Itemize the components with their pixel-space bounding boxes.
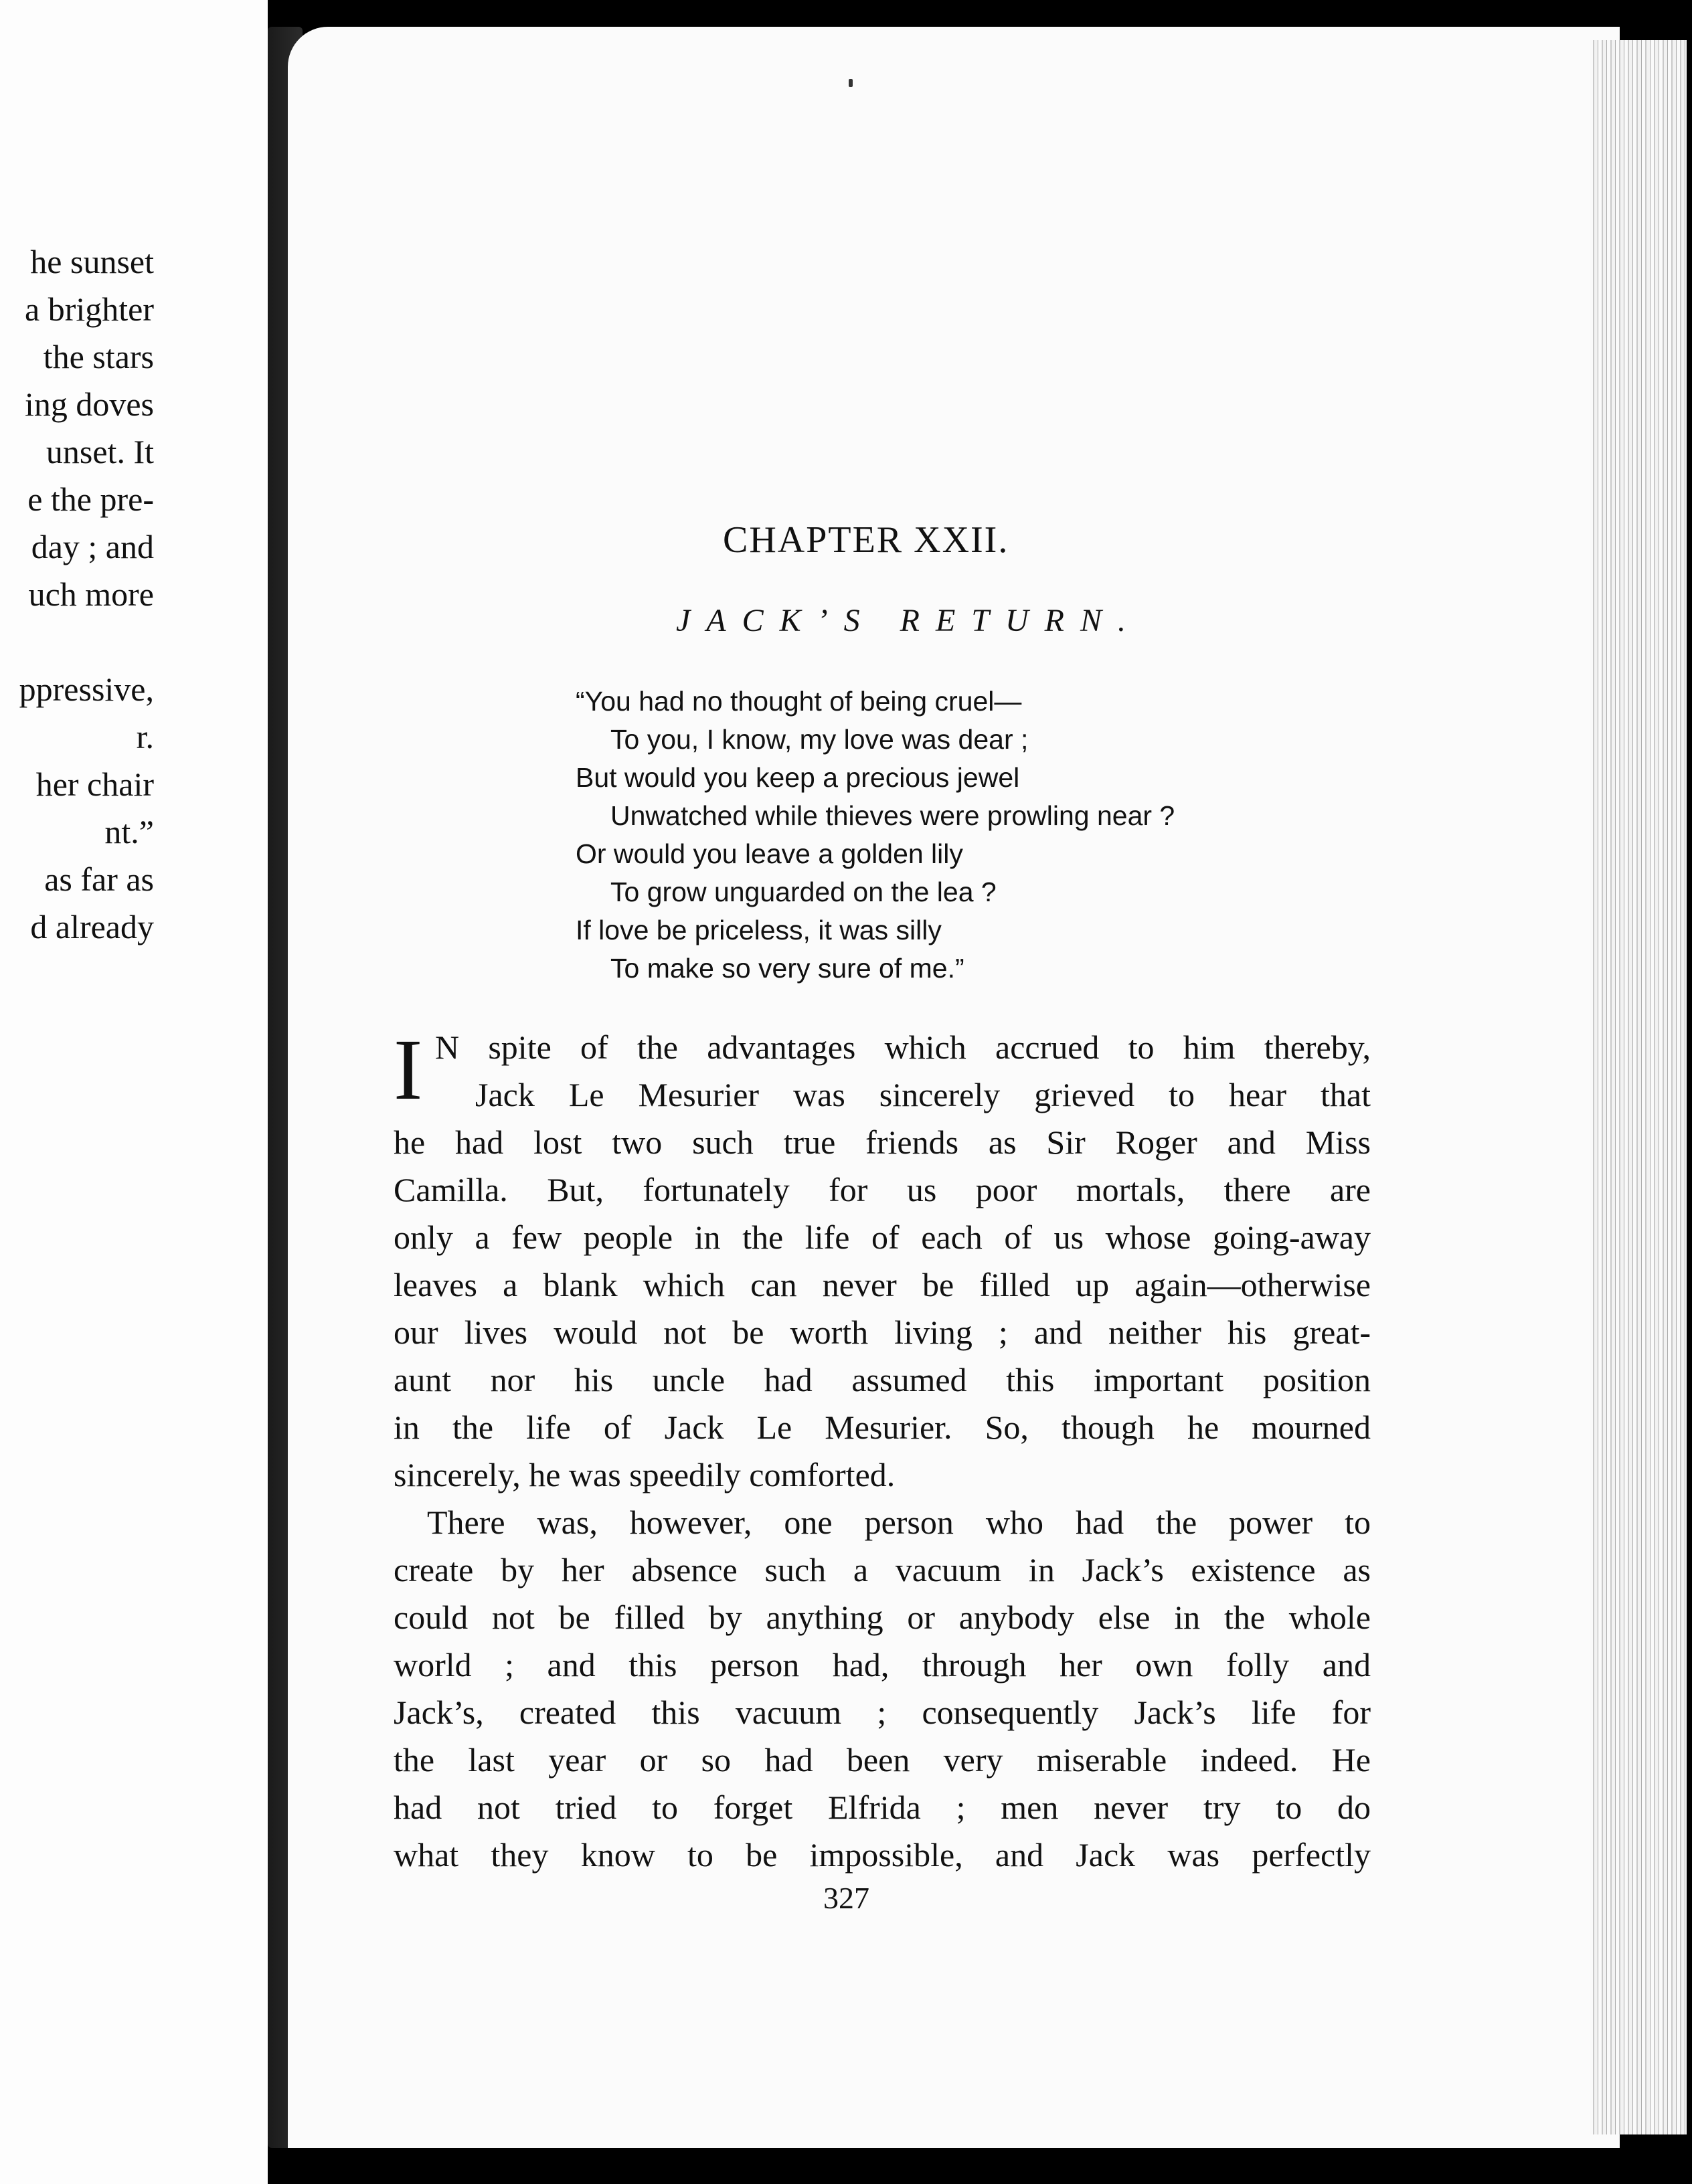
- left-line: e the pre-: [27, 480, 154, 518]
- epigraph: [576, 682, 1325, 988]
- left-line: r.: [136, 718, 154, 755]
- body-line: could not be filled by anything or anybody else in the whole: [394, 1599, 1371, 1636]
- body-line: N spite of the advantages which accrued to him thereby,: [435, 1028, 1371, 1066]
- left-page: [0, 0, 268, 2184]
- chapter-title: CHAPTER XXII.: [723, 519, 1009, 561]
- left-line: as far as: [44, 860, 154, 898]
- body-line: world ; and this person had, through her own folly and: [394, 1646, 1371, 1683]
- body-line: what they know to be impossible, and Jack was perfectly: [394, 1836, 1371, 1874]
- epigraph-line: To make so very sure of me.”: [610, 953, 964, 984]
- epigraph-line: To grow unguarded on the lea ?: [610, 877, 997, 907]
- left-line: d already: [30, 908, 154, 945]
- left-line: uch more: [28, 575, 154, 613]
- body-line: the last year or so had been very miserable indeed. He: [394, 1741, 1371, 1779]
- body-line: leaves a blank which can never be filled up again—otherwise: [394, 1266, 1371, 1303]
- drop-cap: I: [394, 1022, 423, 1118]
- left-line: ppressive,: [19, 670, 154, 708]
- left-line: he sunset: [30, 243, 154, 280]
- body-line: in the life of Jack Le Mesurier. So, though he mourned: [394, 1408, 1371, 1446]
- page-edges: [1590, 40, 1687, 2134]
- epigraph-line: Or would you leave a golden lily: [576, 838, 963, 869]
- body-line: Jack’s, created this vacuum ; consequently Jack’s life for: [394, 1694, 1371, 1731]
- chapter-subtitle: JACK’S RETURN.: [676, 603, 1142, 638]
- body-line: our lives would not be worth living ; and neither his great-: [394, 1313, 1371, 1351]
- body-line: aunt nor his uncle had assumed this important position: [394, 1361, 1371, 1398]
- left-line: her chair: [35, 765, 154, 803]
- left-line: the stars: [43, 338, 154, 375]
- left-line: nt.”: [104, 813, 154, 850]
- body-line: sincerely, he was speedily comforted.: [394, 1456, 896, 1493]
- body-line: Camilla. But, fortunately for us poor mortals, there are: [394, 1171, 1371, 1208]
- body-line: only a few people in the life of each of us whose going-away: [394, 1218, 1371, 1256]
- print-mark: [849, 79, 853, 87]
- epigraph-line: To you, I know, my love was dear ;: [610, 724, 1029, 755]
- epigraph-line: But would you keep a precious jewel: [576, 762, 1020, 793]
- epigraph-line: If love be priceless, it was silly: [576, 915, 942, 945]
- body-line: There was, however, one person who had the power to: [427, 1504, 1371, 1541]
- epigraph-line: Unwatched while thieves were prowling near ?: [610, 800, 1175, 831]
- left-blank-line: [0, 618, 268, 666]
- body-line: he had lost two such true friends as Sir Roger and Miss: [394, 1123, 1371, 1161]
- body-line: Jack Le Mesurier was sincerely grieved to hear that: [475, 1076, 1371, 1113]
- epigraph-line: “You had no thought of being cruel—: [576, 686, 1022, 717]
- page-number: 327: [823, 1881, 869, 1915]
- left-page-text: [0, 238, 268, 951]
- left-line: unset. It: [46, 433, 154, 470]
- body-line: had not tried to forget Elfrida ; men never try to do: [394, 1789, 1371, 1826]
- left-line: a brighter: [25, 290, 154, 328]
- left-line: ing doves: [24, 385, 154, 423]
- body-line: create by her absence such a vacuum in Jack’s existence as: [394, 1551, 1371, 1588]
- body-text: [394, 1024, 1371, 1879]
- left-line: day ; and: [31, 528, 154, 565]
